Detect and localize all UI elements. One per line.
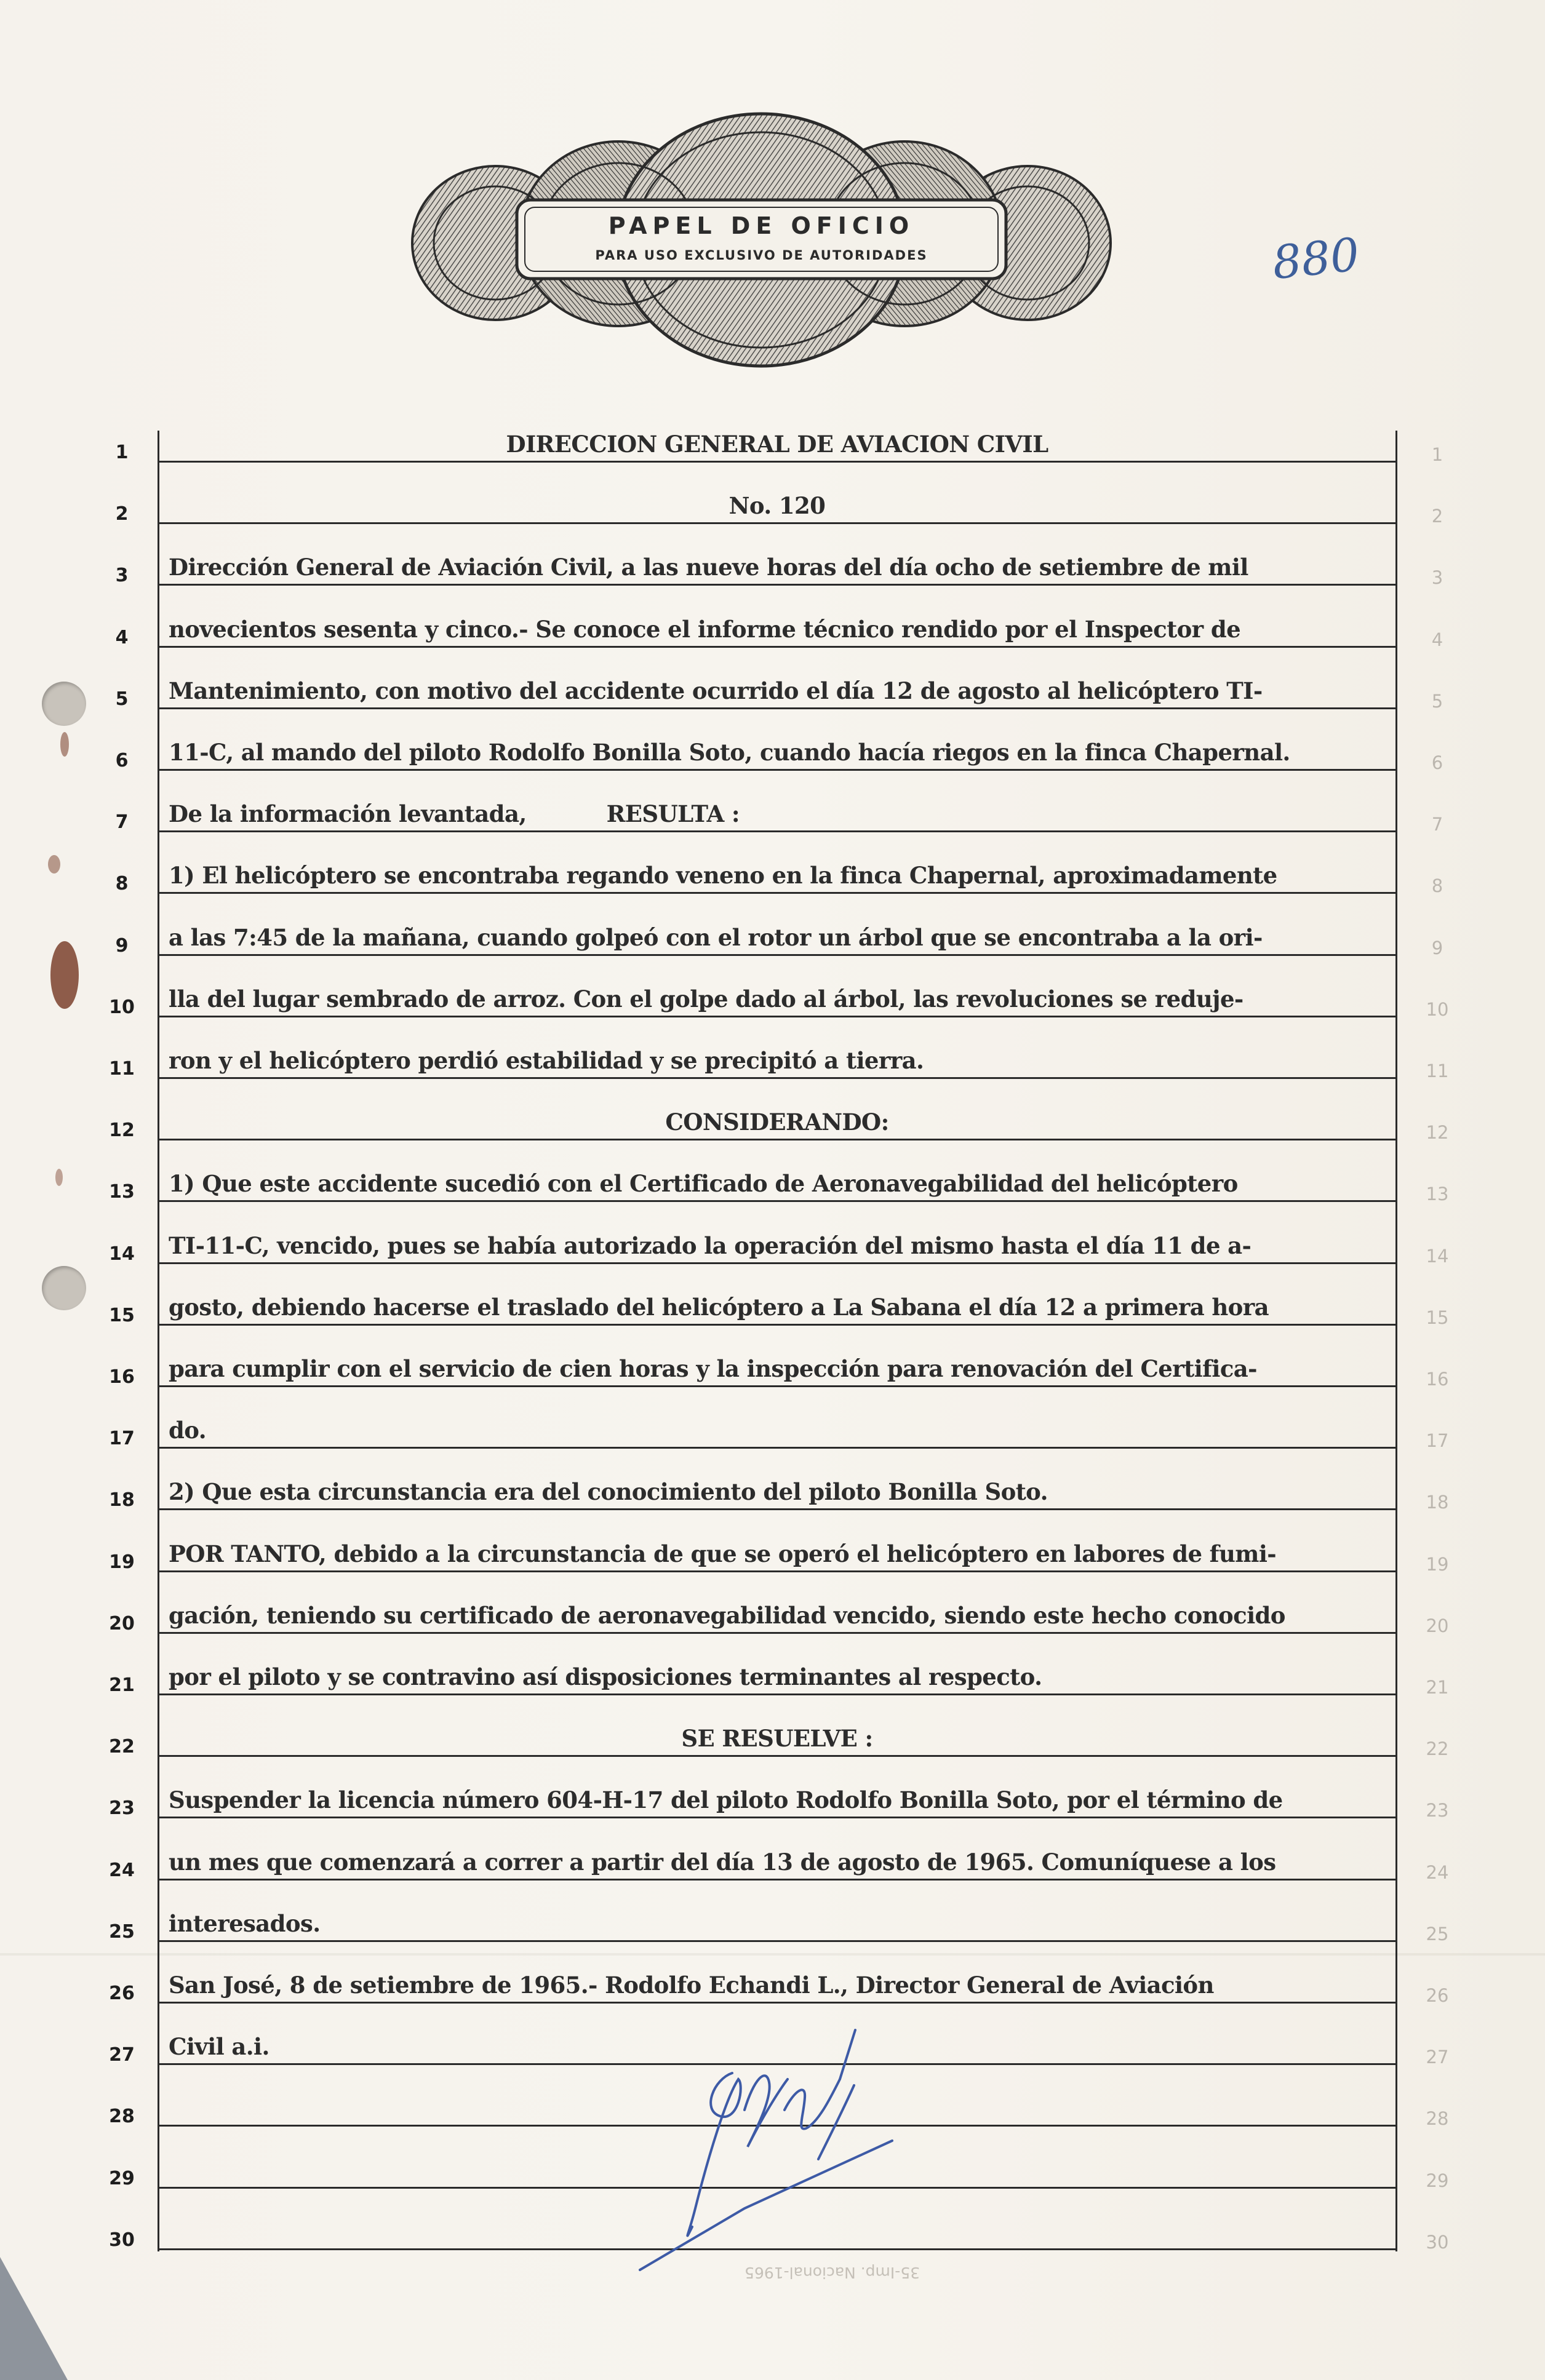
ruled-line: [159, 1879, 1395, 1881]
line-text: [169, 924, 1395, 951]
ruled-line: [159, 1385, 1395, 1387]
line-number-left: 26: [109, 1983, 135, 2004]
line-number-right: 10: [1426, 998, 1449, 1020]
document-line: [159, 1597, 1395, 1634]
line-number-left: 3: [115, 565, 129, 587]
line-text: [169, 1294, 1395, 1321]
document-line: [159, 795, 1395, 832]
line-number-left: 9: [115, 934, 129, 957]
line-text-content: Suspender la licencia número 604-H-17 del piloto Rodolfo Bonilla Soto, por el término de: [169, 1786, 1283, 1814]
line-text: [169, 616, 1395, 643]
line-number-left: 5: [115, 688, 129, 710]
dog-ear-corner: [0, 2257, 68, 2380]
document-line: [159, 1473, 1395, 1510]
ruled-line: [159, 584, 1395, 586]
ruled-line: [159, 1632, 1395, 1634]
line-number-right: 28: [1426, 2108, 1449, 2130]
line-text-content: do.: [169, 1417, 206, 1444]
line-number-left: 28: [109, 2106, 135, 2128]
ruled-line: [159, 1200, 1395, 1202]
document-line: [159, 734, 1395, 771]
line-number-right: 13: [1426, 1184, 1449, 1205]
line-text-content: TI-11-C, vencido, pues se había autorizado la operación del mismo hasta el día 11 de a-: [169, 1232, 1252, 1259]
rust-stain-small: [55, 1169, 63, 1186]
line-number-right: 12: [1426, 1122, 1449, 1144]
ruled-line: [159, 1139, 1395, 1140]
line-number-right: 7: [1431, 814, 1443, 835]
line-number-right: 2: [1431, 506, 1443, 527]
line-text: [169, 1910, 1395, 1937]
line-text-content: a las 7:45 de la mañana, cuando golpeó con el rotor un árbol que se encontraba a la ori-: [169, 923, 1263, 951]
line-number-left: 23: [109, 1797, 135, 1820]
document-line: [159, 1535, 1395, 1572]
line-text-content: gosto, debiendo hacerse el traslado del helicóptero a La Sabana el día 12 a primera hora: [169, 1293, 1269, 1321]
line-text-content: un mes que comenzará a correr a partir del día 13 de agosto de 1965. Comuníquese a los: [169, 1848, 1276, 1876]
line-number-left: 6: [115, 750, 129, 771]
rust-stain: [50, 941, 79, 1009]
line-text-content: POR TANTO, debido a la circunstancia de que se operó el helicóptero en labores de fumi-: [169, 1540, 1277, 1567]
line-number-right: 1: [1431, 444, 1443, 465]
line-number-right: 22: [1426, 1738, 1449, 1760]
line-number-right: 6: [1431, 752, 1443, 773]
line-text: [169, 1602, 1395, 1629]
line-text-content: DIRECCION GENERAL DE AVIACION CIVIL: [506, 431, 1048, 458]
ruled-line: [159, 892, 1395, 894]
line-text: [169, 739, 1395, 766]
document-line: [159, 1104, 1395, 1140]
rust-stain-small: [48, 855, 60, 874]
line-text-content: interesados.: [169, 1909, 321, 1937]
ruled-line: [159, 1940, 1395, 1942]
handwritten-number: 880: [1269, 228, 1362, 290]
line-number-left: 12: [109, 1120, 135, 1142]
line-number-right: 20: [1426, 1615, 1449, 1636]
line-number-left: 15: [109, 1304, 135, 1326]
line-number-left: 29: [109, 2167, 135, 2189]
line-number-left: 27: [109, 2044, 135, 2066]
line-number-right: 11: [1426, 1061, 1449, 1081]
line-text-content: ron y el helicóptero perdió estabilidad y se precipitó a tierra.: [169, 1047, 924, 1074]
line-number-left: 7: [115, 811, 129, 834]
line-text: [169, 1972, 1395, 1999]
printer-imprint: 35-Imp. Nacional-1965: [745, 2264, 920, 2282]
line-text-content: lla del lugar sembrado de arroz. Con el golpe dado al árbol, las revoluciones se reduje-: [169, 985, 1244, 1013]
document-line: [159, 487, 1395, 524]
line-number-right: 9: [1431, 937, 1443, 958]
ruled-line: [159, 830, 1395, 832]
line-number-right: 8: [1431, 875, 1443, 897]
line-number-right: 23: [1426, 1800, 1449, 1821]
seal-subtitle: PARA USO EXCLUSIVO DE AUTORIDADES: [595, 248, 928, 263]
line-number-left: 25: [109, 1920, 135, 1943]
document-line: [159, 549, 1395, 586]
punch-hole-bottom: [42, 1266, 86, 1310]
line-text: [169, 1849, 1395, 1876]
section-heading: RESULTA :: [606, 800, 740, 828]
rust-stain-small: [60, 732, 69, 757]
line-number-left: 17: [109, 1428, 135, 1450]
document-line: [159, 672, 1395, 709]
line-number-right: 30: [1426, 2231, 1449, 2253]
ruled-line: [159, 1324, 1395, 1326]
punch-hole-top: [42, 682, 86, 726]
line-text-content: 1) El helicóptero se encontraba regando veneno en la finca Chapernal, aproximadamente: [169, 862, 1277, 890]
line-text-content: Civil a.i.: [169, 2033, 269, 2061]
line-number-right: 19: [1426, 1553, 1449, 1575]
document-line: [159, 1350, 1395, 1387]
document-line: [159, 426, 1395, 463]
document-line: [159, 1042, 1395, 1079]
ruled-line: [159, 1570, 1395, 1572]
document-line: [159, 1967, 1395, 2004]
line-text-content: CONSIDERANDO:: [665, 1108, 889, 1136]
line-number-left: 18: [109, 1489, 135, 1511]
line-text-content: No. 120: [729, 492, 826, 520]
line-text-content: Mantenimiento, con motivo del accidente ocurrido el día 12 de agosto al helicóptero TI-: [169, 677, 1263, 704]
line-text: [159, 431, 1395, 458]
line-text-content: gación, teniendo su certificado de aeronavegabilidad vencido, siendo este hecho conocido: [169, 1601, 1285, 1629]
line-text: [169, 1786, 1395, 1813]
line-text: [169, 1355, 1395, 1382]
line-text: [169, 1047, 1395, 1074]
line-text-content: por el piloto y se contravino así disposiciones terminantes al respecto.: [169, 1663, 1042, 1690]
ruled-line: [159, 1077, 1395, 1079]
line-number-left: 1: [115, 442, 129, 463]
line-text: [169, 862, 1395, 889]
document-line: [159, 1289, 1395, 1326]
line-text: [159, 1108, 1395, 1136]
line-text: [169, 1417, 1395, 1444]
ruled-line: [159, 1755, 1395, 1757]
line-number-right: 16: [1426, 1369, 1449, 1390]
line-number-right: 17: [1426, 1430, 1449, 1452]
line-number-right: 5: [1431, 690, 1443, 712]
seal-ornament: [409, 108, 1114, 378]
line-number-left: 2: [115, 503, 129, 525]
line-text: [169, 677, 1395, 704]
line-number-left: 22: [109, 1736, 135, 1758]
line-number-right: 4: [1431, 629, 1443, 650]
line-text-content: SE RESUELVE :: [681, 1725, 873, 1753]
line-number-right: 27: [1426, 2047, 1449, 2068]
line-number-left: 19: [109, 1551, 135, 1573]
ruled-line: [159, 1817, 1395, 1818]
line-text: [169, 1170, 1395, 1197]
ruled-line: [159, 1262, 1395, 1264]
document-line: [159, 1165, 1395, 1202]
line-number-right: 24: [1426, 1861, 1449, 1883]
ruled-line: [159, 1693, 1395, 1695]
ruled-line: [159, 646, 1395, 648]
document-line: [159, 981, 1395, 1017]
line-number-right: 26: [1426, 1985, 1449, 2006]
document-line: [159, 919, 1395, 956]
ruled-line: [159, 1447, 1395, 1449]
line-text-content: 2) Que esta circunstancia era del conocimiento del piloto Bonilla Soto.: [169, 1478, 1048, 1506]
handwritten-signature: [621, 2024, 904, 2282]
document-line: [159, 1227, 1395, 1264]
line-number-right: 25: [1426, 1923, 1449, 1944]
line-number-right: 29: [1426, 2170, 1449, 2191]
ruled-line: [159, 1016, 1395, 1017]
line-number-right: 21: [1426, 1677, 1449, 1698]
line-text-content: 11-C, al mando del piloto Rodolfo Bonilla Soto, cuando hacía riegos en la finca Chapernal.: [169, 739, 1290, 766]
ruled-line: [159, 954, 1395, 956]
line-number-right: 18: [1426, 1492, 1449, 1513]
line-number-right: 15: [1426, 1307, 1449, 1328]
line-text: [169, 1232, 1395, 1259]
line-number-left: 30: [109, 2229, 135, 2251]
line-text-content: 1) Que este accidente sucedió con el Certificado de Aeronavegabilidad del helicóptero: [169, 1170, 1238, 1198]
ruled-line: [159, 461, 1395, 463]
document-line: [159, 1781, 1395, 1818]
line-number-left: 11: [109, 1058, 135, 1080]
ruled-line: [159, 707, 1395, 709]
line-text: [169, 554, 1395, 581]
document-line: [159, 1844, 1395, 1881]
line-number-left: 10: [109, 996, 135, 1018]
line-text-content: para cumplir con el servicio de cien horas y la inspección para renovación del Certifica-: [169, 1355, 1257, 1382]
line-text: [169, 1663, 1395, 1690]
document-line: [159, 1412, 1395, 1449]
ruled-line: [159, 2002, 1395, 2004]
line-text-content: Dirección General de Aviación Civil, a las nueve horas del día ocho de setiembre de mil: [169, 554, 1248, 581]
line-number-right: 14: [1426, 1245, 1449, 1267]
line-number-left: 13: [109, 1181, 135, 1203]
document-line: [159, 611, 1395, 648]
document-line: [159, 857, 1395, 894]
line-number-left: 16: [109, 1366, 135, 1388]
line-number-left: 4: [115, 626, 129, 648]
paper-fold: [0, 1953, 1545, 1956]
line-text: [169, 985, 1395, 1013]
document-line: [159, 1658, 1395, 1695]
line-text: [159, 1725, 1395, 1752]
ruled-line: [159, 522, 1395, 524]
line-number-left: 24: [109, 1859, 135, 1881]
ruled-line: [159, 1508, 1395, 1510]
line-text-content: De la información levantada,: [169, 800, 527, 828]
form-right-border: [1395, 431, 1397, 2251]
ruled-line: [159, 769, 1395, 771]
line-number-right: 3: [1431, 567, 1443, 589]
line-text: [169, 800, 1395, 827]
line-number-left: 14: [109, 1243, 135, 1265]
document-line: [159, 1720, 1395, 1757]
line-text-content: San José, 8 de setiembre de 1965.- Rodolfo Echandi L., Director General de Aviación: [169, 1972, 1214, 1999]
line-text: [169, 1540, 1395, 1567]
official-paper-seal: [409, 108, 1114, 378]
line-number-left: 8: [115, 873, 129, 895]
document-line: [159, 1905, 1395, 1942]
line-text-content: novecientos sesenta y cinco.- Se conoce el informe técnico rendido por el Inspector de: [169, 615, 1241, 643]
line-number-left: 20: [109, 1612, 135, 1634]
seal-title: PAPEL DE OFICIO: [608, 212, 915, 239]
line-number-left: 21: [109, 1674, 135, 1696]
line-text: [169, 1478, 1395, 1505]
line-text: [159, 492, 1395, 519]
